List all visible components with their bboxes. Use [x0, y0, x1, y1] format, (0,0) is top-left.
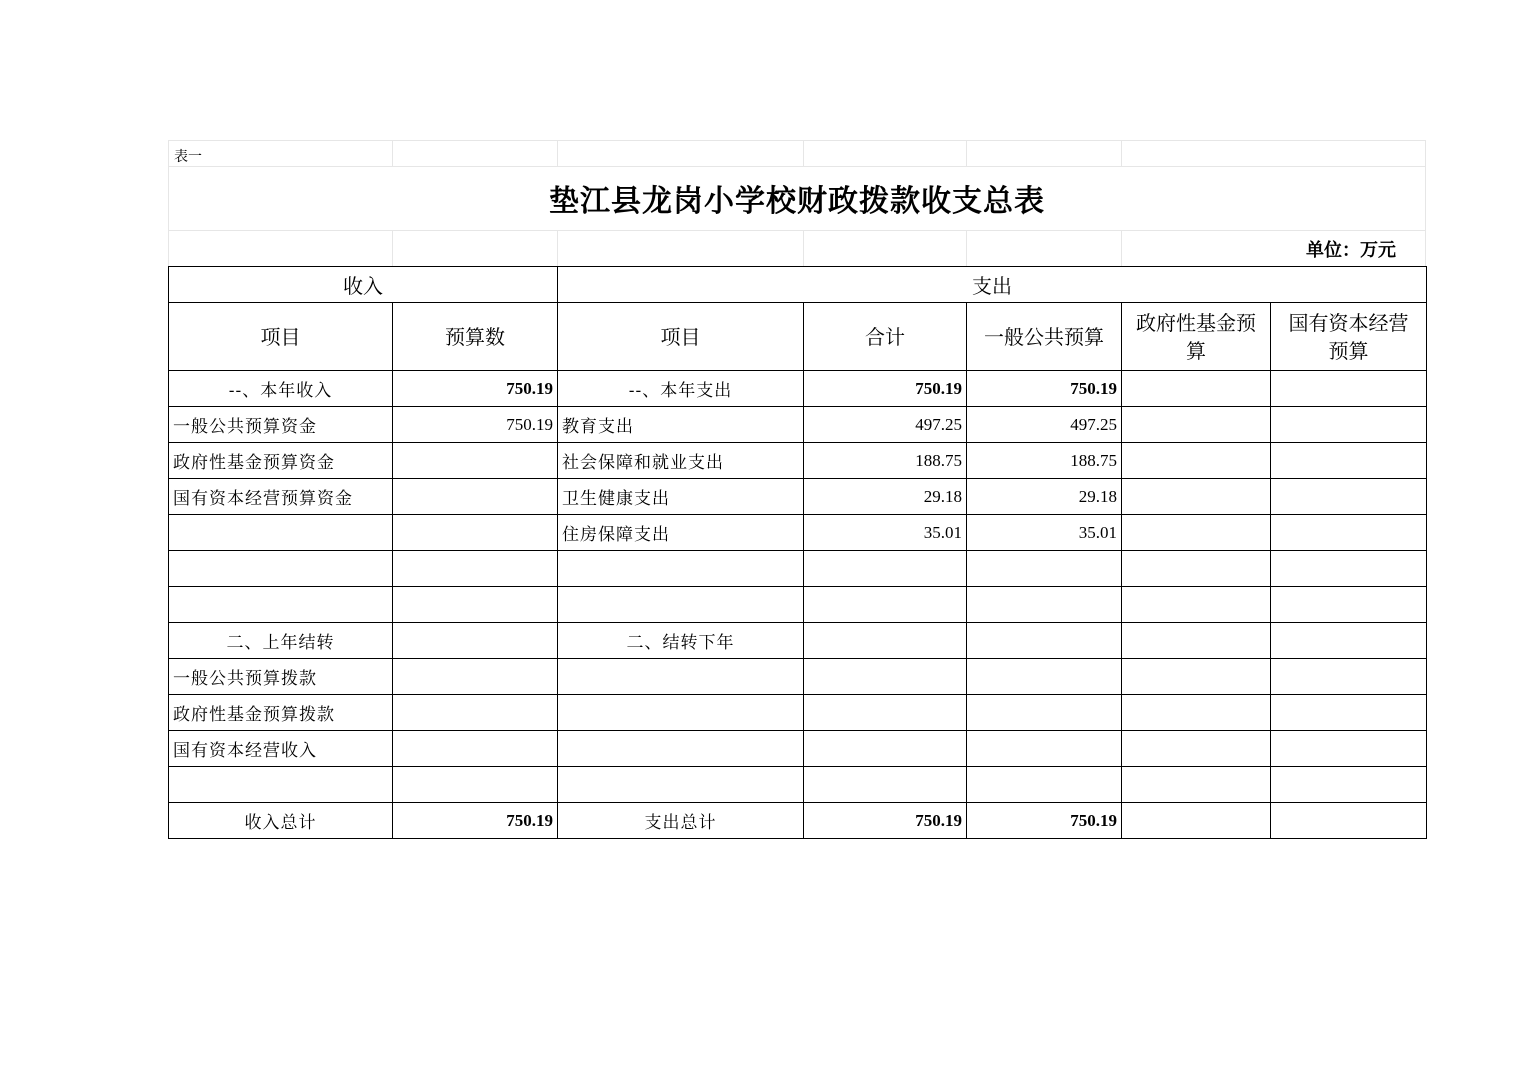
expense-item-cell — [558, 551, 804, 587]
state-capital-cell — [1271, 551, 1427, 587]
gridline — [1121, 230, 1122, 266]
income-budget-cell — [393, 695, 558, 731]
column-header-row — [169, 303, 1427, 371]
expense-item-cell — [558, 587, 804, 623]
income-item-cell: --、本年收入 — [169, 371, 393, 407]
expense-item-cell: 卫生健康支出 — [558, 479, 804, 515]
expense-item-cell — [558, 767, 804, 803]
total-cell — [804, 623, 967, 659]
total-cell: 29.18 — [804, 479, 967, 515]
state-capital-cell — [1271, 443, 1427, 479]
expense-group-header: 支出 — [558, 267, 1427, 303]
expense-total-label: 支出总计 — [558, 803, 804, 839]
total-row — [169, 803, 1427, 839]
general-public-cell — [967, 623, 1122, 659]
gov-fund-cell — [1122, 587, 1271, 623]
state-capital-cell — [1271, 731, 1427, 767]
general-public-cell: 188.75 — [967, 443, 1122, 479]
income-item-cell: 国有资本经营预算资金 — [169, 479, 393, 515]
income-item-cell: 一般公共预算拨款 — [169, 659, 393, 695]
gov-fund-cell — [1122, 515, 1271, 551]
gridline — [966, 140, 967, 166]
table-row — [169, 371, 1427, 407]
budget-table — [168, 266, 1427, 839]
state-capital-cell — [1271, 479, 1427, 515]
gov-fund-header: 政府性基金预算 — [1122, 303, 1271, 371]
total-cell — [804, 551, 967, 587]
state-capital-cell — [1271, 623, 1427, 659]
income-item-cell: 政府性基金预算资金 — [169, 443, 393, 479]
income-item-cell: 国有资本经营收入 — [169, 731, 393, 767]
state-capital-cell — [1271, 407, 1427, 443]
gridline — [392, 230, 393, 266]
income-budget-cell — [393, 479, 558, 515]
gridline — [168, 166, 1426, 167]
expense-total-value: 750.19 — [804, 803, 967, 839]
income-budget-header: 预算数 — [393, 303, 558, 371]
income-budget-cell — [393, 443, 558, 479]
total-cell: 750.19 — [804, 371, 967, 407]
total-cell — [804, 767, 967, 803]
income-item-cell — [169, 587, 393, 623]
total-cell — [804, 659, 967, 695]
income-total-value: 750.19 — [393, 803, 558, 839]
income-budget-cell: 750.19 — [393, 407, 558, 443]
table-row — [169, 443, 1427, 479]
group-header-row — [169, 267, 1427, 303]
total-cell: 497.25 — [804, 407, 967, 443]
page-title: 垫江县龙岗小学校财政拨款收支总表 — [549, 184, 1045, 219]
table-number-label: 表一 — [174, 149, 202, 165]
general-public-cell — [967, 659, 1122, 695]
income-item-cell: 一般公共预算资金 — [169, 407, 393, 443]
state-capital-cell — [1271, 767, 1427, 803]
state-capital-total-value — [1271, 803, 1427, 839]
gridline — [803, 140, 804, 166]
table-row — [169, 587, 1427, 623]
table-row — [169, 479, 1427, 515]
income-item-header: 项目 — [169, 303, 393, 371]
income-budget-cell — [393, 515, 558, 551]
gridline — [557, 230, 558, 266]
expense-item-cell: 教育支出 — [558, 407, 804, 443]
gov-fund-cell — [1122, 479, 1271, 515]
income-item-cell: 政府性基金预算拨款 — [169, 695, 393, 731]
gridline — [392, 140, 393, 166]
income-total-label: 收入总计 — [169, 803, 393, 839]
state-capital-cell — [1271, 659, 1427, 695]
income-budget-cell — [393, 623, 558, 659]
general-public-cell: 29.18 — [967, 479, 1122, 515]
income-group-header: 收入 — [169, 267, 558, 303]
income-budget-cell: 750.19 — [393, 371, 558, 407]
income-item-cell — [169, 515, 393, 551]
general-public-cell: 750.19 — [967, 371, 1122, 407]
table-row — [169, 515, 1427, 551]
gov-fund-total-value — [1122, 803, 1271, 839]
general-public-cell — [967, 587, 1122, 623]
expense-item-cell: 住房保障支出 — [558, 515, 804, 551]
income-item-cell: 二、上年结转 — [169, 623, 393, 659]
gov-fund-cell — [1122, 551, 1271, 587]
state-capital-header: 国有资本经营预算 — [1271, 303, 1427, 371]
expense-item-header: 项目 — [558, 303, 804, 371]
total-cell — [804, 587, 967, 623]
income-item-cell — [169, 767, 393, 803]
table-row — [169, 695, 1427, 731]
table-row — [169, 731, 1427, 767]
table-row — [169, 407, 1427, 443]
total-cell: 35.01 — [804, 515, 967, 551]
income-budget-cell — [393, 551, 558, 587]
state-capital-cell — [1271, 695, 1427, 731]
gridline — [168, 140, 1426, 141]
gridline — [168, 230, 1426, 231]
state-capital-cell — [1271, 587, 1427, 623]
expense-item-cell: --、本年支出 — [558, 371, 804, 407]
expense-item-cell — [558, 659, 804, 695]
expense-item-cell — [558, 695, 804, 731]
total-header: 合计 — [804, 303, 967, 371]
general-public-cell — [967, 731, 1122, 767]
general-public-cell — [967, 551, 1122, 587]
general-public-cell — [967, 695, 1122, 731]
income-budget-cell — [393, 767, 558, 803]
income-budget-cell — [393, 587, 558, 623]
table-row — [169, 551, 1427, 587]
table-row — [169, 767, 1427, 803]
gridline — [803, 230, 804, 266]
income-item-cell — [169, 551, 393, 587]
gridline — [1121, 140, 1122, 166]
gov-fund-cell — [1122, 407, 1271, 443]
total-cell — [804, 731, 967, 767]
table-row — [169, 623, 1427, 659]
gov-fund-cell — [1122, 623, 1271, 659]
unit-label: 单位：万元 — [1306, 240, 1396, 261]
general-public-cell: 497.25 — [967, 407, 1122, 443]
expense-item-cell: 社会保障和就业支出 — [558, 443, 804, 479]
table-row — [169, 659, 1427, 695]
general-public-cell — [967, 767, 1122, 803]
expense-item-cell: 二、结转下年 — [558, 623, 804, 659]
gov-fund-cell — [1122, 695, 1271, 731]
gridline — [966, 230, 967, 266]
income-budget-cell — [393, 659, 558, 695]
general-public-header: 一般公共预算 — [967, 303, 1122, 371]
general-public-cell: 35.01 — [967, 515, 1122, 551]
state-capital-cell — [1271, 515, 1427, 551]
state-capital-cell — [1271, 371, 1427, 407]
gov-fund-cell — [1122, 731, 1271, 767]
income-budget-cell — [393, 731, 558, 767]
total-cell: 188.75 — [804, 443, 967, 479]
gov-fund-cell — [1122, 659, 1271, 695]
general-public-total-value: 750.19 — [967, 803, 1122, 839]
gridline — [557, 140, 558, 166]
gov-fund-cell — [1122, 371, 1271, 407]
expense-item-cell — [558, 731, 804, 767]
gov-fund-cell — [1122, 767, 1271, 803]
total-cell — [804, 695, 967, 731]
gov-fund-cell — [1122, 443, 1271, 479]
